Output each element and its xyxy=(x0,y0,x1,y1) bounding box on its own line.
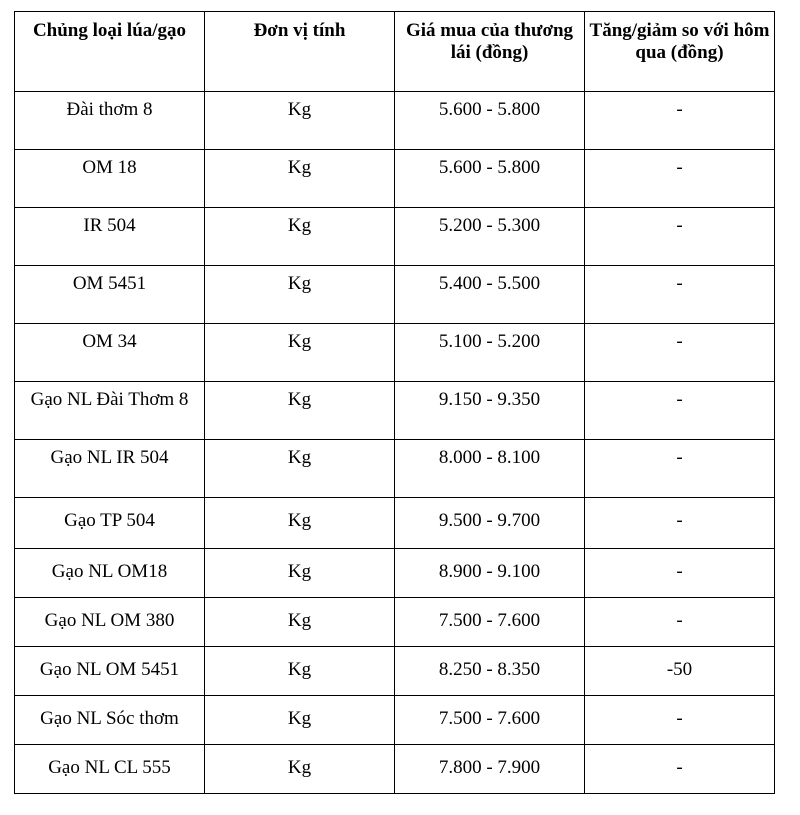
cell-change: - xyxy=(585,598,775,647)
header-trader-price: Giá mua của thương lái (đồng) xyxy=(395,12,585,92)
cell-change: - xyxy=(585,498,775,549)
cell-unit: Kg xyxy=(205,324,395,382)
cell-unit: Kg xyxy=(205,208,395,266)
table-row xyxy=(15,208,775,266)
cell-rice-type: IR 504 xyxy=(15,208,205,266)
cell-change: - xyxy=(585,266,775,324)
cell-price: 5.100 - 5.200 xyxy=(395,324,585,382)
table-row xyxy=(15,745,775,794)
cell-rice-type: Gạo TP 504 xyxy=(15,498,205,549)
cell-price: 5.600 - 5.800 xyxy=(395,92,585,150)
cell-price: 5.600 - 5.800 xyxy=(395,150,585,208)
cell-rice-type: Gạo NL CL 555 xyxy=(15,745,205,794)
cell-change: -50 xyxy=(585,647,775,696)
cell-rice-type: OM 34 xyxy=(15,324,205,382)
table-row xyxy=(15,647,775,696)
table-row xyxy=(15,382,775,440)
table-row xyxy=(15,696,775,745)
cell-unit: Kg xyxy=(205,266,395,324)
cell-unit: Kg xyxy=(205,696,395,745)
cell-rice-type: Gạo NL OM 5451 xyxy=(15,647,205,696)
rice-price-table xyxy=(14,11,775,794)
table-header-row xyxy=(15,12,775,92)
cell-rice-type: OM 5451 xyxy=(15,266,205,324)
cell-price: 9.500 - 9.700 xyxy=(395,498,585,549)
header-rice-type: Chủng loại lúa/gạo xyxy=(15,12,205,92)
header-unit: Đơn vị tính xyxy=(205,12,395,92)
cell-unit: Kg xyxy=(205,647,395,696)
cell-rice-type: Gạo NL Đài Thơm 8 xyxy=(15,382,205,440)
table-row xyxy=(15,598,775,647)
cell-unit: Kg xyxy=(205,498,395,549)
cell-price: 9.150 - 9.350 xyxy=(395,382,585,440)
cell-change: - xyxy=(585,696,775,745)
cell-unit: Kg xyxy=(205,745,395,794)
cell-unit: Kg xyxy=(205,382,395,440)
cell-rice-type: Đài thơm 8 xyxy=(15,92,205,150)
cell-rice-type: Gạo NL IR 504 xyxy=(15,440,205,498)
cell-change: - xyxy=(585,549,775,598)
table-row xyxy=(15,440,775,498)
cell-change: - xyxy=(585,745,775,794)
table-row xyxy=(15,498,775,549)
table-row xyxy=(15,92,775,150)
cell-price: 8.000 - 8.100 xyxy=(395,440,585,498)
cell-rice-type: Gạo NL OM18 xyxy=(15,549,205,598)
cell-unit: Kg xyxy=(205,150,395,208)
table-body xyxy=(15,92,775,794)
cell-unit: Kg xyxy=(205,598,395,647)
cell-price: 7.500 - 7.600 xyxy=(395,696,585,745)
cell-price: 8.900 - 9.100 xyxy=(395,549,585,598)
cell-change: - xyxy=(585,92,775,150)
table-row xyxy=(15,324,775,382)
cell-price: 5.200 - 5.300 xyxy=(395,208,585,266)
cell-change: - xyxy=(585,440,775,498)
cell-change: - xyxy=(585,382,775,440)
cell-unit: Kg xyxy=(205,92,395,150)
cell-change: - xyxy=(585,324,775,382)
cell-price: 7.500 - 7.600 xyxy=(395,598,585,647)
cell-price: 5.400 - 5.500 xyxy=(395,266,585,324)
cell-unit: Kg xyxy=(205,440,395,498)
cell-price: 7.800 - 7.900 xyxy=(395,745,585,794)
cell-change: - xyxy=(585,150,775,208)
cell-rice-type: Gạo NL OM 380 xyxy=(15,598,205,647)
cell-rice-type: Gạo NL Sóc thơm xyxy=(15,696,205,745)
table-row xyxy=(15,549,775,598)
cell-price: 8.250 - 8.350 xyxy=(395,647,585,696)
cell-change: - xyxy=(585,208,775,266)
cell-unit: Kg xyxy=(205,549,395,598)
header-change-vs-yesterday: Tăng/giảm so với hôm qua (đồng) xyxy=(585,12,775,92)
table-row xyxy=(15,150,775,208)
table-row xyxy=(15,266,775,324)
cell-rice-type: OM 18 xyxy=(15,150,205,208)
